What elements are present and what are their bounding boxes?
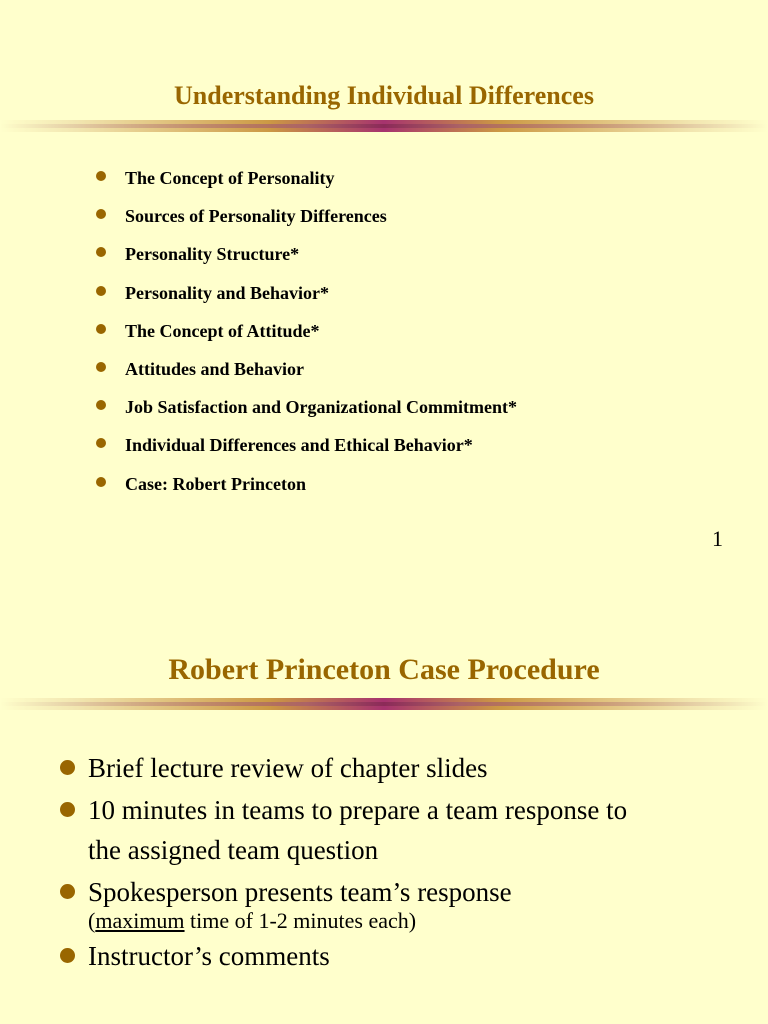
list-item: Case: Robert Princeton — [95, 470, 517, 508]
bullet-icon — [96, 171, 106, 181]
bullet-icon — [96, 209, 106, 219]
list-item — [58, 790, 627, 870]
bullet-text-line-1: 10 minutes in teams to prepare a team response to — [88, 795, 628, 825]
list-item: Personality Structure* — [95, 240, 517, 278]
list-item — [58, 748, 627, 788]
list-item — [58, 872, 627, 934]
bullet-icon — [60, 802, 75, 817]
bullet-icon — [96, 286, 106, 296]
bullet-text: Instructor’s comments — [88, 941, 330, 971]
list-item: Personality and Behavior* — [95, 279, 517, 317]
list-item: Job Satisfaction and Organizational Commitment* — [95, 393, 517, 431]
bullet-icon — [96, 247, 106, 257]
bullet-text: Brief lecture review of chapter slides — [88, 753, 488, 783]
slide-2 — [0, 600, 768, 1024]
slide-1-bullet-list — [95, 164, 517, 508]
bullet-icon — [60, 884, 75, 899]
page-number: 1 — [712, 526, 723, 551]
bullet-subtext: (maximum time of 1-2 minutes each) — [88, 908, 417, 933]
list-item — [58, 936, 627, 976]
slide-1-title: Understanding Individual Differences — [174, 81, 594, 110]
title-divider — [0, 698, 768, 710]
title-divider — [0, 120, 768, 132]
slide-2-title: Robert Princeton Case Procedure — [168, 653, 600, 686]
bullet-text: Spokesperson presents team’s response — [88, 877, 512, 907]
bullet-icon — [96, 324, 106, 334]
list-item: Individual Differences and Ethical Behavior* — [95, 431, 517, 469]
list-item: Attitudes and Behavior — [95, 355, 517, 393]
bullet-icon — [60, 760, 75, 775]
list-item: Sources of Personality Differences — [95, 202, 517, 240]
list-item: The Concept of Attitude* — [95, 317, 517, 355]
bullet-text-line-2: the assigned team question — [88, 835, 379, 865]
bullet-icon — [96, 477, 106, 487]
underlined-word: maximum — [95, 908, 185, 933]
bullet-icon — [96, 438, 106, 448]
list-item: The Concept of Personality — [95, 164, 517, 202]
bullet-icon — [60, 948, 75, 963]
bullet-icon — [96, 400, 106, 410]
bullet-icon — [96, 362, 106, 372]
slide-2-bullet-list — [58, 748, 627, 978]
